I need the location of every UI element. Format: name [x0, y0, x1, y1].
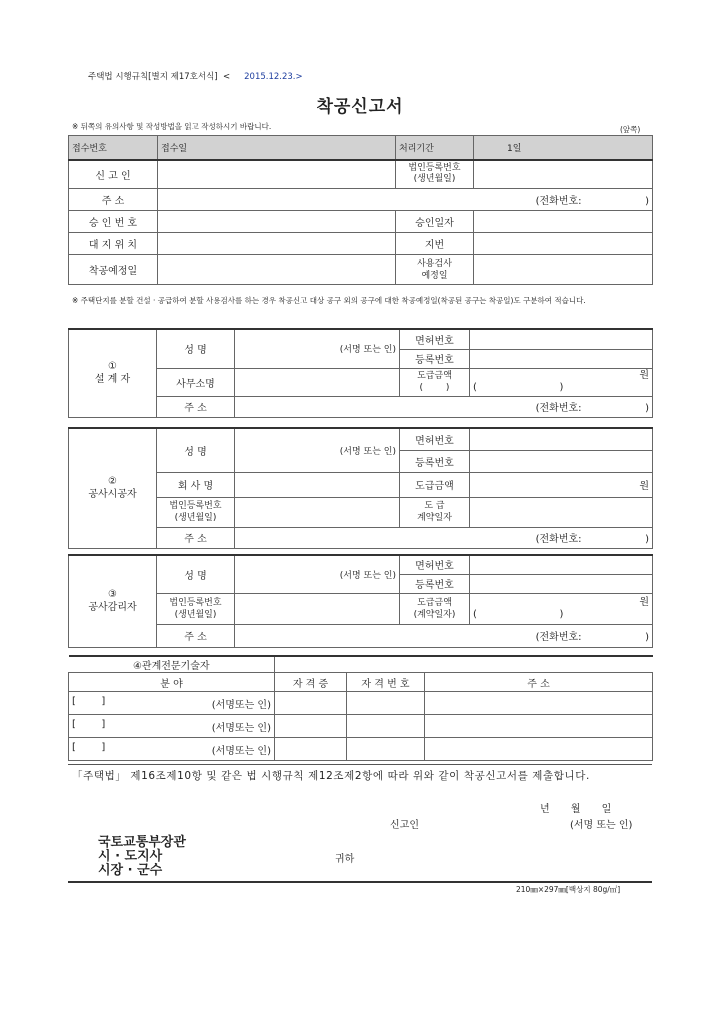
contractor-contract-date-label: 도 급 계약일자 — [400, 497, 470, 527]
instruction-note: ※ 뒤쪽의 유의사항 및 작성방법을 읽고 작성하시기 바랍니다. — [72, 122, 272, 131]
supervisor-reg-field[interactable] — [470, 574, 653, 593]
contractor-company-field[interactable] — [235, 472, 400, 497]
addressee-block — [98, 836, 186, 878]
table-row — [69, 738, 653, 761]
engineers-header-license: 자 격 증 — [275, 673, 347, 692]
engineer-license-no-cell[interactable] — [347, 738, 425, 761]
contractor-reg-label: 등록번호 — [400, 450, 470, 472]
designer-reg-label: 등록번호 — [400, 349, 470, 368]
processing-period-label: 처리기간 — [396, 136, 474, 160]
processing-period-value: 1일 — [474, 136, 653, 160]
contractor-address-label: 주 소 — [157, 527, 235, 548]
designer-table — [68, 328, 653, 418]
engineer-field-cell[interactable]: [ ] (서명또는 인) — [69, 715, 275, 738]
approval-date-field[interactable] — [474, 211, 653, 233]
start-date-label: 착공예정일 — [69, 255, 158, 285]
engineer-address-cell[interactable] — [425, 715, 653, 738]
contractor-contract-amount-field[interactable]: 원 — [470, 472, 653, 497]
addressee-suffix: 귀하 — [335, 854, 355, 865]
signer-label: 신고인 — [390, 820, 419, 831]
supervisor-reg-label: 등록번호 — [400, 574, 470, 593]
designer-section-label: ① 설 계 자 — [69, 329, 157, 417]
engineers-header-license-no: 자 격 번 호 — [347, 673, 425, 692]
approval-no-label: 승 인 번 호 — [69, 211, 158, 233]
site-location-label: 대 지 위 치 — [69, 233, 158, 255]
reporter-name-field[interactable] — [158, 160, 396, 189]
approval-date-label: 승인일자 — [396, 211, 474, 233]
designer-contract-amount-field[interactable]: 원 ( ) — [470, 368, 653, 396]
reporter-address-field[interactable]: (전화번호: ) — [158, 189, 653, 211]
designer-contract-amount-label: 도급금액 ( ) — [400, 368, 470, 396]
supervisor-contract-amount-field[interactable]: 원 ( ) — [470, 593, 653, 624]
receipt-no-label: 접수번호 — [69, 136, 158, 160]
engineer-license-cell[interactable] — [275, 738, 347, 761]
supervisor-section-label: ③ 공사감리자 — [69, 555, 157, 647]
designer-address-field[interactable]: (전화번호: ) — [235, 396, 653, 417]
engineer-license-no-cell[interactable] — [347, 692, 425, 715]
engineers-section-label: ④관계전문기술자 — [69, 656, 275, 673]
supervisor-name-field[interactable]: (서명 또는 인) — [235, 555, 400, 593]
contractor-address-field[interactable]: (전화번호: ) — [235, 527, 653, 548]
addressee-line-1: 국토교통부장관 — [98, 835, 186, 850]
lot-number-field[interactable] — [474, 233, 653, 255]
engineer-field-cell[interactable]: [ ] (서명또는 인) — [69, 692, 275, 715]
declaration-text: 「주택법」 제16조제10항 및 같은 법 시행규칙 제12조제2항에 따라 위와 같이 착공신고서를 제출합니다. — [72, 770, 590, 782]
supervisor-name-label: 성 명 — [157, 555, 235, 593]
designer-address-label: 주 소 — [157, 396, 235, 417]
lot-number-label: 지번 — [396, 233, 474, 255]
designer-reg-field[interactable] — [470, 349, 653, 368]
addressee-line-3: 시장 · 군수 — [98, 863, 163, 878]
paper-spec: 210㎜×297㎜[백상지 80g/㎡] — [516, 885, 621, 894]
approval-no-field[interactable] — [158, 211, 396, 233]
contractor-license-field[interactable] — [470, 428, 653, 450]
supervisor-contract-amount-label: 도급금액 (계약일자) — [400, 593, 470, 624]
contractor-reg-field[interactable] — [470, 450, 653, 472]
contractor-contract-amount-label: 도급금액 — [400, 472, 470, 497]
supervisor-address-label: 주 소 — [157, 624, 235, 647]
designer-name-label: 성 명 — [157, 329, 235, 368]
contractor-table — [68, 427, 653, 549]
engineers-header-address: 주 소 — [425, 673, 653, 692]
reporter-regno-label: 법인등록번호 (생년월일) — [396, 160, 474, 189]
reporter-address-label: 주 소 — [69, 189, 158, 211]
engineers-table — [68, 655, 653, 761]
reporter-regno-field[interactable] — [474, 160, 653, 189]
table-row — [69, 692, 653, 715]
form-ref-text: 주택법 시행규칙[별지 제17호서식] < — [88, 72, 231, 82]
reporter-name-label: 신 고 인 — [69, 160, 158, 189]
supervisor-table — [68, 554, 653, 648]
contractor-section-label: ② 공사시공자 — [69, 428, 157, 548]
engineer-license-no-cell[interactable] — [347, 715, 425, 738]
contractor-company-label: 회 사 명 — [157, 472, 235, 497]
addressee-line-2: 시 · 도지사 — [98, 849, 163, 864]
supervisor-corpno-label: 법인등록번호 (생년월일) — [157, 593, 235, 624]
designer-office-label: 사무소명 — [157, 368, 235, 396]
engineer-field-cell[interactable]: [ ] (서명또는 인) — [69, 738, 275, 761]
contractor-corpno-field[interactable] — [235, 497, 400, 527]
supervisor-corpno-field[interactable] — [235, 593, 400, 624]
contractor-contract-date-field[interactable] — [470, 497, 653, 527]
contractor-name-label: 성 명 — [157, 428, 235, 472]
designer-license-label: 면허번호 — [400, 329, 470, 349]
engineer-address-cell[interactable] — [425, 692, 653, 715]
engineer-license-cell[interactable] — [275, 715, 347, 738]
site-location-field[interactable] — [158, 233, 396, 255]
supervisor-address-field[interactable]: (전화번호: ) — [235, 624, 653, 647]
engineer-address-cell[interactable] — [425, 738, 653, 761]
designer-name-field[interactable]: (서명 또는 인) — [235, 329, 400, 368]
designer-office-field[interactable] — [235, 368, 400, 396]
reporter-table — [68, 135, 653, 285]
start-date-field[interactable] — [158, 255, 396, 285]
date-line: 년 월 일 — [540, 804, 612, 815]
divider — [68, 764, 652, 765]
contractor-corpno-label: 법인등록번호 (생년월일) — [157, 497, 235, 527]
split-construction-note: ※ 주택단지를 분할 건설 · 공급하여 분할 사용검사를 하는 경우 착공신고 대상 공구 외의 공구에 대한 착공예정일(착공된 공구는 착공일)도 구분하여 적습니다. — [72, 296, 586, 305]
supervisor-license-label: 면허번호 — [400, 555, 470, 574]
bottom-divider — [68, 881, 652, 883]
supervisor-license-field[interactable] — [470, 555, 653, 574]
page-title: 착공신고서 — [316, 97, 404, 117]
engineer-license-cell[interactable] — [275, 692, 347, 715]
front-side-label: (앞쪽) — [620, 125, 641, 134]
revision-date: 2015.12.23.> — [244, 72, 303, 82]
inspection-date-label: 사용검사 예정일 — [396, 255, 474, 285]
receipt-date-label: 접수일 — [158, 136, 396, 160]
inspection-date-field[interactable] — [474, 255, 653, 285]
designer-license-field[interactable] — [470, 329, 653, 349]
signer-sign[interactable]: (서명 또는 인) — [570, 820, 633, 831]
table-row — [69, 715, 653, 738]
contractor-license-label: 면허번호 — [400, 428, 470, 450]
form-reference — [88, 70, 303, 82]
contractor-name-field[interactable]: (서명 또는 인) — [235, 428, 400, 472]
engineers-header-field: 분 야 — [69, 673, 275, 692]
